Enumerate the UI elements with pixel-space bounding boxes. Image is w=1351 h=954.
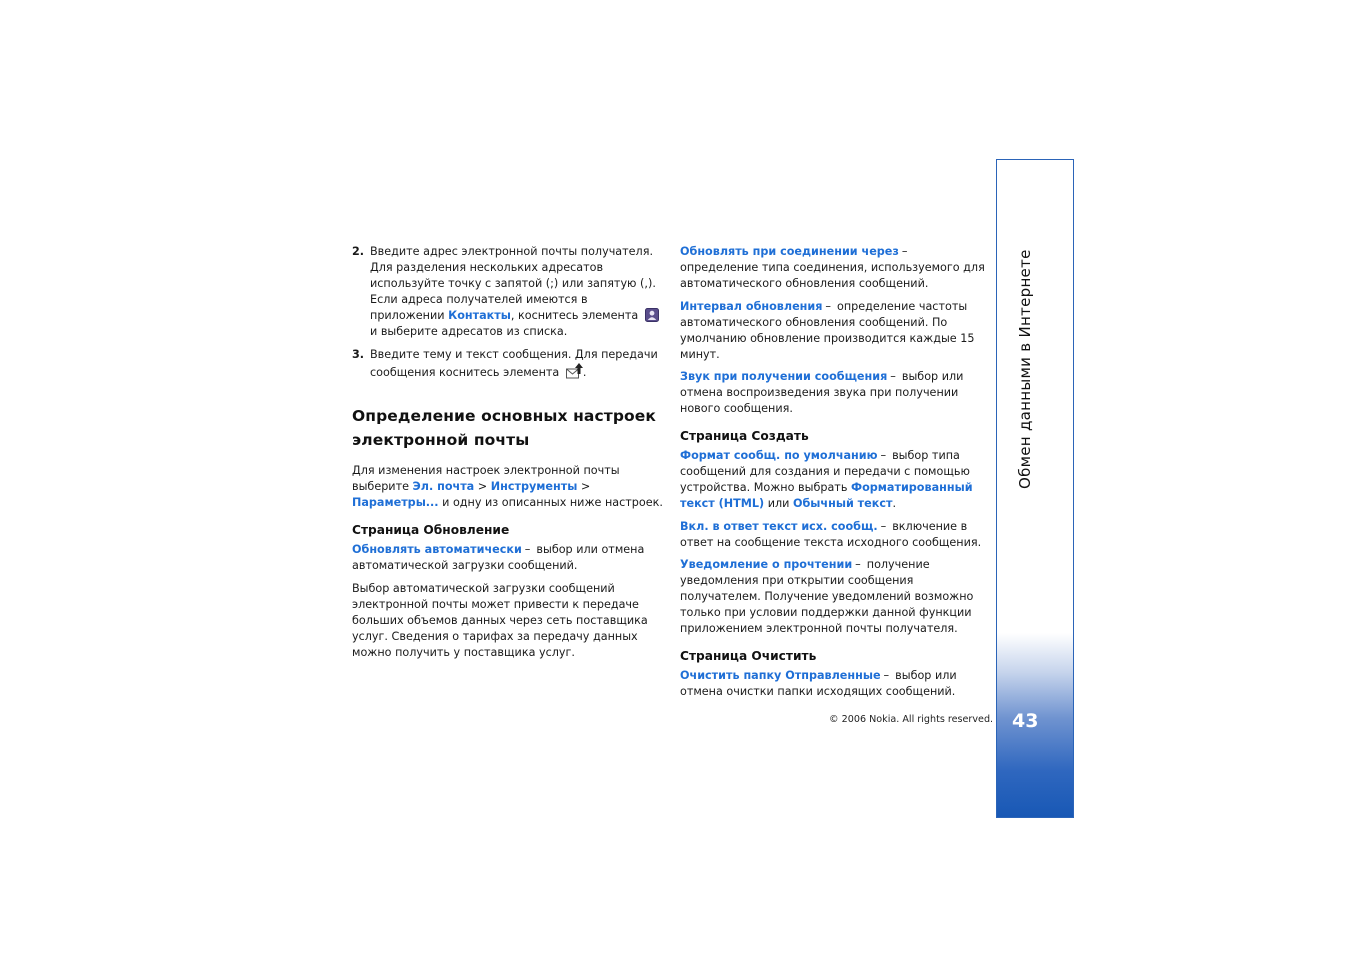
setting-desc: выбор типа сообщений для создания и передачи с помощью устройства. Можно выбрать (680, 449, 970, 494)
intro-paragraph (352, 463, 664, 511)
subheading-create: Страница Создать (680, 429, 809, 443)
dash: – (855, 558, 861, 571)
link-sound[interactable]: Звук при получении сообщения (680, 370, 888, 383)
link-update-connection[interactable]: Обновлять при соединении через (680, 245, 899, 258)
section-heading: Определение основных настроек электронной почты (352, 407, 657, 449)
copyright: © 2006 Nokia. All rights reserved. (829, 714, 994, 725)
intro-text: и одну из описанных ниже настроек. (438, 496, 663, 509)
left-column (352, 244, 664, 661)
setting-clear (680, 668, 988, 700)
setting-desc: . (892, 497, 897, 510)
step-text: . (582, 366, 587, 379)
page-number: 43 (1012, 710, 1039, 732)
dash: – (883, 669, 890, 682)
path-separator: > (474, 480, 491, 493)
step-2 (352, 244, 664, 340)
auto-update-note: Выбор автоматической загрузки сообщений электронной почты может привести к передаче больших объемов данных через сеть поставщика услуг. Сведения о тарифах за передачу данных можно получить у поставщика услуг. (352, 582, 648, 659)
setting-desc: выбор или отмена очистки папки исходящих сообщений. (680, 669, 957, 698)
link-tools[interactable]: Инструменты (490, 480, 578, 493)
step-text: Введите тему и текст сообщения. Для передачи сообщения коснитесь элемента (370, 348, 658, 379)
subheading-update: Страница Обновление (352, 523, 510, 537)
send-icon (566, 363, 580, 377)
link-read-receipt[interactable]: Уведомление о прочтении (680, 558, 853, 571)
setting-desc: или (764, 497, 793, 510)
link-plain-text[interactable]: Обычный текст (792, 497, 893, 510)
step-text: Введите адрес электронной почты получателя. Для разделения нескольких адресатов используйте точку с запятой (;) или запятую (,). Если адреса получателей имеются в приложении (370, 245, 656, 322)
dash: – (901, 245, 908, 258)
setting-desc: выбор или отмена автоматической загрузки сообщений. (352, 543, 645, 572)
path-separator: > (577, 480, 591, 493)
step-number: 2. (352, 245, 365, 258)
contacts-icon (645, 308, 659, 322)
step-number: 3. (352, 348, 365, 361)
link-include-original[interactable]: Вкл. в ответ текст исх. сообщ. (680, 520, 878, 533)
dash: – (880, 449, 887, 462)
setting-auto-update (352, 542, 664, 574)
step-text: и выберите адресатов из списка. (370, 325, 568, 338)
setting-format (680, 448, 988, 512)
setting-desc: определение частоты автоматического обновления сообщений. По умолчанию обновление производится каждые 15 минут. (680, 300, 975, 361)
setting-desc: выбор или отмена воспроизведения звука при получении нового сообщения. (680, 370, 964, 415)
link-contacts[interactable]: Контакты (448, 309, 511, 322)
setting-interval (680, 299, 988, 363)
setting-desc: определение типа соединения, используемого для автоматического обновления сообщений. (680, 261, 985, 290)
subheading-clear: Страница Очистить (680, 649, 817, 663)
dash: – (825, 300, 832, 313)
step-3 (352, 347, 664, 381)
setting-desc: получение уведомления при открытии сообщения получателем. Получение уведомлений возможно только при условии поддержки данной функции приложением электронной почты получателя. (680, 558, 974, 635)
dash: – (890, 370, 896, 383)
setting-receipt (680, 557, 988, 637)
link-settings[interactable]: Параметры... (352, 496, 439, 509)
link-update-interval[interactable]: Интервал обновления (680, 300, 823, 313)
chapter-title: Обмен данными в Интернете (1016, 249, 1034, 489)
link-email[interactable]: Эл. почта (412, 480, 475, 493)
setting-connection (680, 244, 988, 292)
link-auto-update[interactable]: Обновлять автоматически (352, 543, 522, 556)
dash: – (880, 520, 887, 533)
link-formatted-text[interactable]: Форматированный текст (HTML) (680, 481, 973, 510)
intro-text: Для изменения настроек электронной почты выберите (352, 464, 620, 493)
link-format[interactable]: Формат сообщ. по умолчанию (680, 449, 878, 462)
dash: – (524, 543, 531, 556)
step-text: , коснитесь элемента (510, 309, 642, 322)
setting-sound (680, 369, 988, 417)
right-column (680, 244, 988, 700)
setting-desc: включение в ответ на сообщение текста исходного сообщения. (680, 520, 982, 549)
link-clear-sent[interactable]: Очистить папку Отправленные (680, 669, 881, 682)
setting-reply (680, 519, 988, 551)
